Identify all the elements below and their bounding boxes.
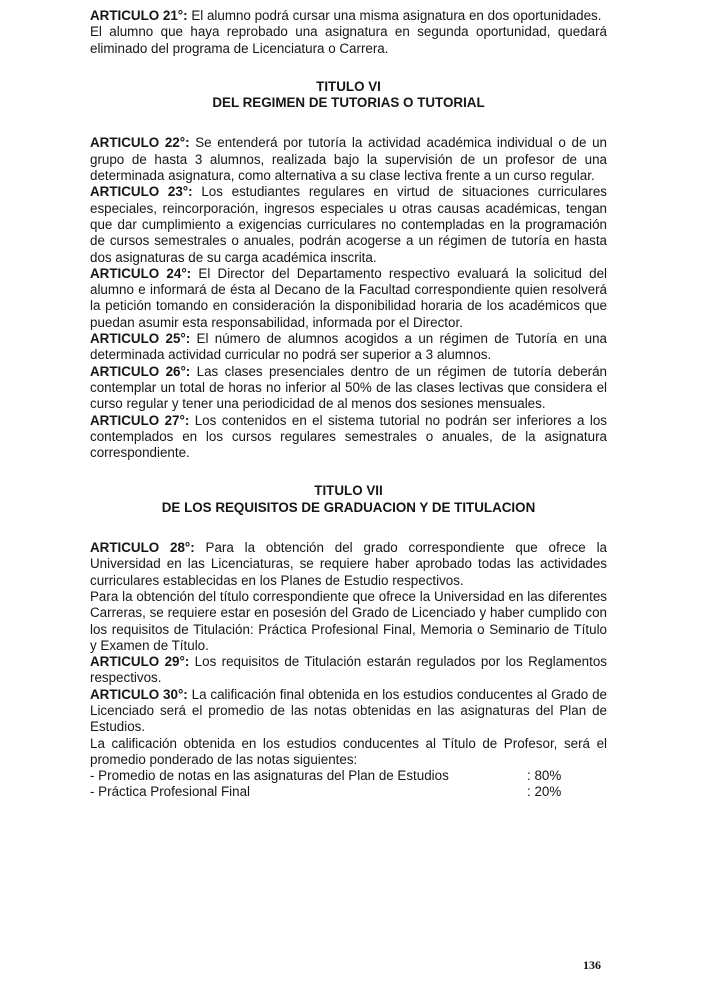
weighting-item xyxy=(90,784,607,800)
article-heading: ARTICULO 22°: xyxy=(90,135,190,151)
article-text: Los contenidos en el sistema tutorial no podrán ser inferiores a los contemplados en los cursos regulares semestrales o anuales, de la asignatura correspondiente. xyxy=(90,412,607,461)
article-heading: ARTICULO 24°: xyxy=(90,265,192,281)
article-text: Las clases presenciales dentro de un régimen de tutoría deberán contemplar un total de horas no inferior al 50% de las clases lectivas que considera el curso regular y tener una periodicidad de al menos dos sesiones mensuales. xyxy=(90,363,608,412)
article-24 xyxy=(90,266,607,331)
section-number: TITULO VII xyxy=(314,483,383,499)
article-heading: ARTICULO 28°: xyxy=(90,540,195,556)
article-21-paragraph-2: El alumno que haya reprobado una asignatura en segunda oportunidad, quedará eliminado del programa de Licenciatura o Carrera. xyxy=(90,24,607,56)
article-text: Los estudiantes regulares en virtud de situaciones curriculares especiales, reincorporación, ingresos especiales u otras causas académicas, tengan que dar cumplimiento a exigencias curriculares no contempladas en la programación de cursos semestrales o anuales, podrán acogerse a un régimen de tutoría en hasta dos asignaturas de su carga académica inscrita. xyxy=(90,184,607,265)
article-30 xyxy=(90,687,607,736)
page-number: 136 xyxy=(583,958,601,972)
article-text: Los requisitos de Titulación estarán regulados por los Reglamentos respectivos. xyxy=(90,654,607,686)
article-heading: ARTICULO 29°: xyxy=(90,654,190,670)
article-text: El alumno podrá cursar una misma asignatura en dos oportunidades. xyxy=(187,8,602,23)
article-heading: ARTICULO 27°: xyxy=(90,412,190,428)
section-heading: DE LOS REQUISITOS DE GRADUACION Y DE TITULACION xyxy=(161,499,536,515)
article-heading: ARTICULO 23°: xyxy=(90,184,193,200)
weighting-item xyxy=(90,768,607,784)
article-heading: ARTICULO 26°: xyxy=(90,363,191,379)
article-text: Se entenderá por tutoría la actividad académica individual o de un grupo de hasta 3 alumnos, realizada bajo la supervisión de un profesor de una determinada asignatura, como alternativa a su clase lectiva frente a un curso regular. xyxy=(90,135,607,184)
article-heading: ARTICULO 21°: xyxy=(90,8,188,23)
document-body xyxy=(90,8,607,801)
article-22 xyxy=(90,135,607,184)
article-text: La calificación final obtenida en los estudios conducentes al Grado de Licenciado será el promedio de las notas obtenidas en las asignaturas del Plan de Estudios. xyxy=(90,686,607,735)
article-21 xyxy=(90,8,607,24)
article-heading: ARTICULO 30°: xyxy=(90,686,188,702)
article-29 xyxy=(90,654,607,687)
weighting-label: - Promedio de notas en las asignaturas del Plan de Estudios xyxy=(90,768,449,784)
article-text: Para la obtención del grado correspondiente que ofrece la Universidad en las Licenciaturas, se requiere haber aprobado todas las actividades curriculares establecidas en los Planes de Estudio respectivos. xyxy=(90,540,607,588)
article-heading: ARTICULO 25°: xyxy=(90,331,191,347)
article-text: El Director del Departamento respectivo evaluará la solicitud del alumno e informará de ésta al Decano de la Facultad correspondiente quien resolverá la petición tomando en consideración la disponibilidad horaria de los académicos que puedan asumir esta responsabilidad, informada por el Director. xyxy=(90,265,607,330)
weighting-label: - Práctica Profesional Final xyxy=(90,784,251,800)
section-number: TITULO VI xyxy=(316,78,381,94)
section-title-vi xyxy=(90,79,607,112)
article-text: El número de alumnos acogidos a un régimen de Tutoría en una determinada actividad curricular no podrá ser superior a 3 alumnos. xyxy=(90,331,607,363)
article-30-paragraph-2: La calificación obtenida en los estudios conducentes al Título de Profesor, será el promedio ponderado de las notas siguientes: xyxy=(90,735,607,767)
section-title-vii xyxy=(90,483,607,516)
article-28-paragraph-2: Para la obtención del título correspondiente que ofrece la Universidad en las diferentes Carreras, se requiere estar en posesión del Grado de Licenciado y haber cumplido con los requisitos de Titulación: Práctica Profesional Final, Memoria o Seminario de Título y Examen de Título. xyxy=(90,588,607,653)
section-heading: DEL REGIMEN DE TUTORIAS O TUTORIAL xyxy=(212,95,485,111)
article-23 xyxy=(90,184,607,265)
article-27 xyxy=(90,413,607,462)
weighting-value: : 80% xyxy=(527,768,562,784)
article-26 xyxy=(90,364,607,413)
weighting-value: : 20% xyxy=(527,784,562,800)
article-25 xyxy=(90,331,607,364)
article-28 xyxy=(90,540,607,589)
